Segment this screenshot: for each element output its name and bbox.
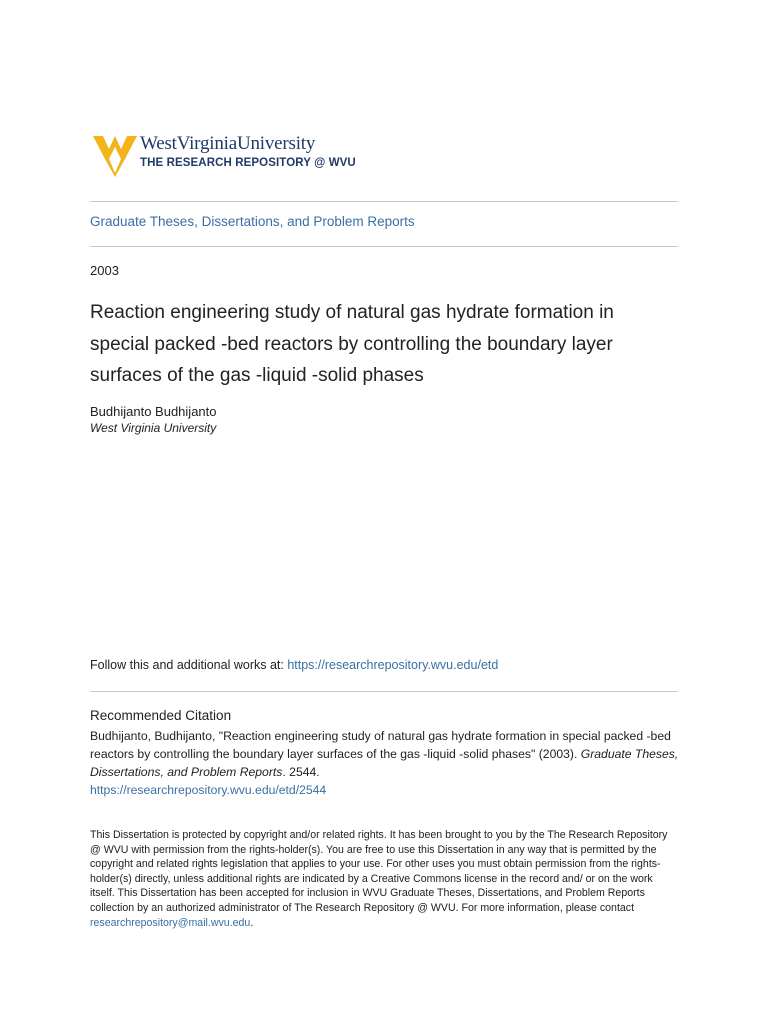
citation-series: Graduate Theses, Dissertations, and Problem Reports <box>90 747 679 779</box>
recommended-citation-heading: Recommended Citation <box>90 708 232 723</box>
cover-page <box>90 0 678 1024</box>
divider <box>90 246 678 247</box>
citation-body: Budhijanto, Budhijanto, "Reaction engineering study of natural gas hydrate formation in special packed -bed reactors by controlling the boundary layer surfaces of the gas -liquid -solid phases" (2003). <box>90 729 671 761</box>
follow-link[interactable]: https://researchrepository.wvu.edu/etd <box>287 658 499 672</box>
wvu-logo[interactable] <box>92 131 372 179</box>
logo-repository-name: THE RESEARCH REPOSITORY @ WVU <box>140 157 356 169</box>
citation-text <box>90 727 680 799</box>
rights-statement <box>90 828 678 930</box>
author-name: Budhijanto Budhijanto <box>90 404 217 419</box>
flying-wv-icon <box>92 133 138 177</box>
logo-university-name: WestVirginiaUniversity <box>140 133 316 154</box>
citation-number: . 2544. <box>282 765 320 779</box>
citation-link[interactable]: https://researchrepository.wvu.edu/etd/2544 <box>90 783 327 797</box>
rights-end: . <box>250 916 254 929</box>
contact-email-link[interactable]: researchrepository@mail.wvu.edu <box>90 916 251 929</box>
collection-link[interactable]: Graduate Theses, Dissertations, and Problem Reports <box>90 214 415 229</box>
document-title: Reaction engineering study of natural gas hydrate formation in special packed -bed reactors by controlling the boundary layer surfaces of the gas -liquid -solid phases <box>90 302 614 386</box>
follow-line <box>90 658 498 672</box>
author-affiliation: West Virginia University <box>90 421 217 435</box>
rights-text: This Dissertation is protected by copyright and/or related rights. It has been brought to you by the The Research Repository @ WVU with permission from the rights-holder(s). You are free to use this Dissertation in any way that is permitted by the copyright and related rights legislation that applies to your use. For other uses you must obtain permission from the rights-holder(s) directly, unless additional rights are indicated by a Creative Commons license in the record and/ or on the work itself. This Dissertation has been accepted for inclusion in WVU Graduate Theses, Dissertations, and Problem Reports collection by an authorized administrator of The Research Repository @ WVU. For more information, please contact <box>90 829 668 914</box>
publication-year: 2003 <box>90 263 119 278</box>
divider <box>90 691 678 692</box>
divider <box>90 201 678 202</box>
follow-text: Follow this and additional works at: <box>90 658 288 672</box>
